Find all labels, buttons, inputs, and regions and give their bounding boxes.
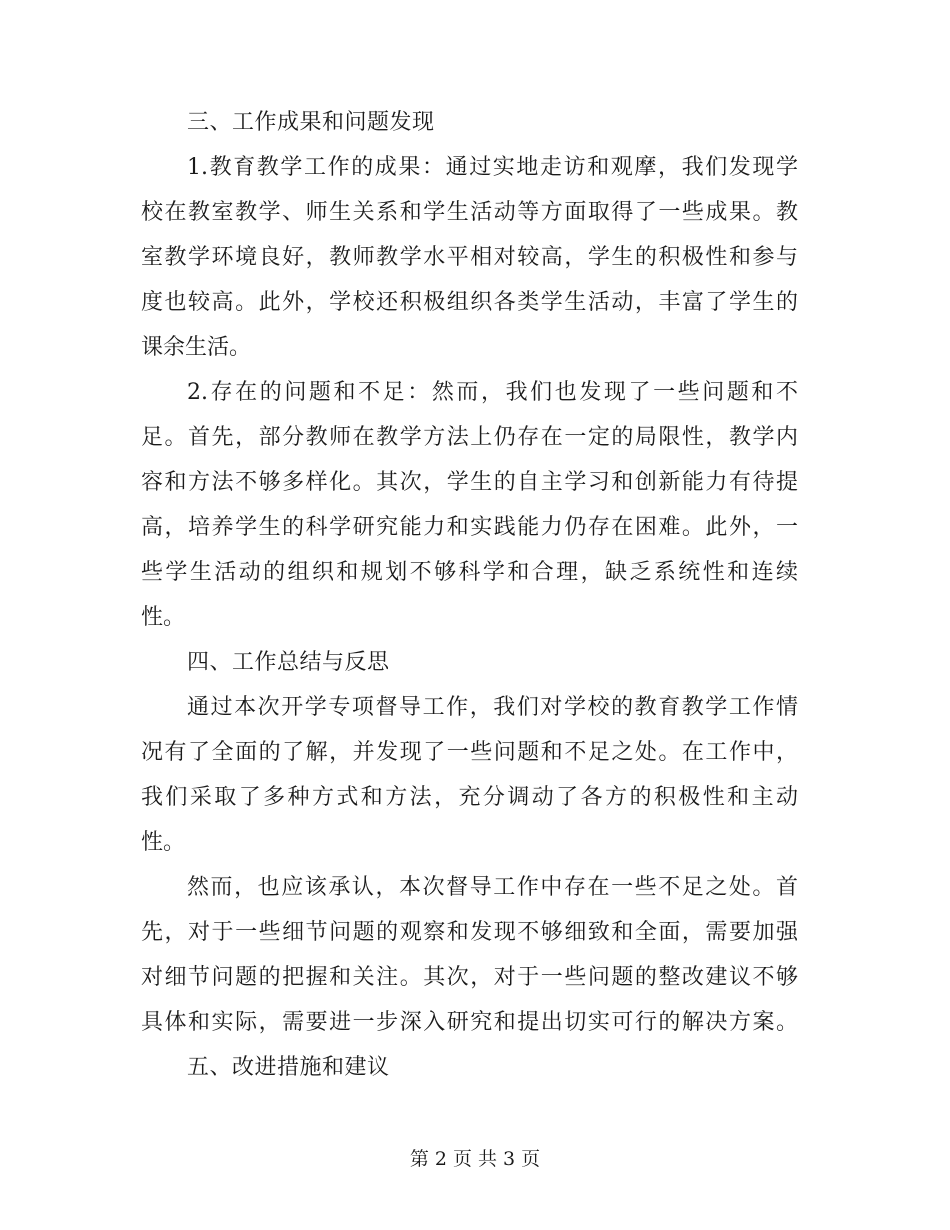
paragraph-line: 校在教室教学、师生关系和学生活动等方面取得了一些成果。教 bbox=[141, 200, 798, 225]
paragraph-line: 况有了全面的了解，并发现了一些问题和不足之处。在工作中， bbox=[141, 740, 798, 765]
paragraph-line: 我们采取了多种方式和方法，充分调动了各方的积极性和主动 bbox=[141, 785, 798, 810]
paragraph-line: 足。首先，部分教师在教学方法上仍存在一定的局限性，教学内 bbox=[141, 425, 798, 450]
page-number-footer: 第 2 页 共 3 页 bbox=[409, 1148, 541, 1170]
paragraph-line: 具体和实际，需要进一步深入研究和提出切实可行的解决方案。 bbox=[141, 1010, 798, 1035]
section-heading-5: 五、改进措施和建议 bbox=[187, 1055, 390, 1080]
paragraph-line: 2.存在的问题和不足：然而，我们也发现了一些问题和不 bbox=[187, 380, 798, 405]
paragraph-line: 对细节问题的把握和关注。其次，对于一些问题的整改建议不够 bbox=[141, 965, 798, 990]
paragraph-line: 先，对于一些细节问题的观察和发现不够细致和全面，需要加强 bbox=[141, 920, 798, 945]
paragraph-line: 课余生活。 bbox=[141, 335, 252, 360]
paragraph-line: 性。 bbox=[141, 830, 186, 855]
paragraph-line: 度也较高。此外，学校还积极组织各类学生活动，丰富了学生的 bbox=[141, 290, 798, 315]
paragraph-line: 些学生活动的组织和规划不够科学和合理，缺乏系统性和连续 bbox=[141, 560, 798, 585]
paragraph-line: 1.教育教学工作的成果：通过实地走访和观摩，我们发现学 bbox=[187, 155, 798, 180]
document-body bbox=[141, 100, 798, 1090]
paragraph-line: 室教学环境良好，教师教学水平相对较高，学生的积极性和参与 bbox=[141, 245, 798, 270]
paragraph-line: 通过本次开学专项督导工作，我们对学校的教育教学工作情 bbox=[187, 695, 798, 720]
paragraph-line: 高，培养学生的科学研究能力和实践能力仍存在困难。此外，一 bbox=[141, 515, 798, 540]
paragraph-line: 性。 bbox=[141, 605, 186, 630]
paragraph-line: 然而，也应该承认，本次督导工作中存在一些不足之处。首 bbox=[187, 875, 798, 900]
paragraph-line: 容和方法不够多样化。其次，学生的自主学习和创新能力有待提 bbox=[141, 470, 798, 495]
section-heading-4: 四、工作总结与反思 bbox=[187, 650, 390, 675]
section-heading-3: 三、工作成果和问题发现 bbox=[187, 110, 435, 135]
